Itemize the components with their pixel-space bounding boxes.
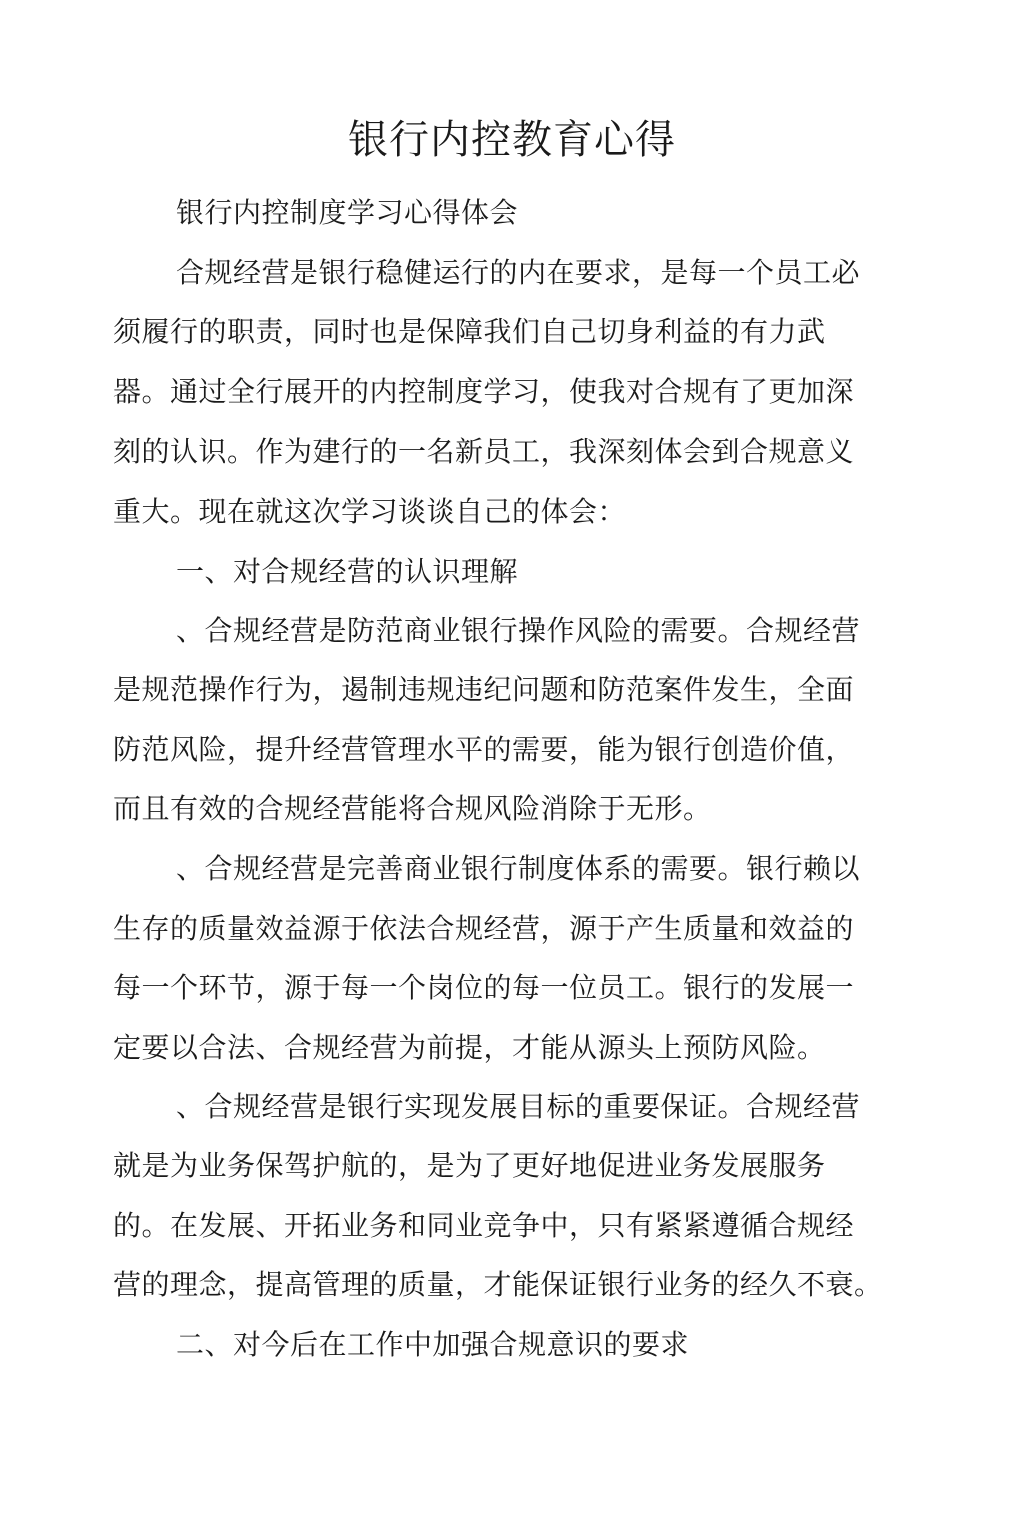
paragraph-line: 刻的认识。作为建行的一名新员工，我深刻体会到合规意义 bbox=[113, 435, 855, 468]
paragraph-line: 就是为业务保驾护航的，是为了更好地促进业务发展服务 bbox=[113, 1149, 826, 1182]
paragraph-line: 的。在发展、开拓业务和同业竞争中，只有紧紧遵循合规经 bbox=[113, 1209, 855, 1242]
paragraph-line: 是规范操作行为，遏制违规违纪问题和防范案件发生，全面 bbox=[113, 673, 855, 706]
paragraph-line: 防范风险，提升经营管理水平的需要，能为银行创造价值， bbox=[113, 733, 855, 766]
paragraph-line: 营的理念，提高管理的质量，才能保证银行业务的经久不衰。 bbox=[113, 1268, 883, 1301]
section-heading: 一、对合规经营的认识理解 bbox=[176, 555, 519, 588]
document-title: 银行内控教育心得 bbox=[348, 117, 676, 163]
paragraph-line: 每一个环节，源于每一个岗位的每一位员工。银行的发展一 bbox=[113, 971, 855, 1004]
paragraph-line: 合规经营是银行稳健运行的内在要求，是每一个员工必 bbox=[176, 256, 861, 289]
paragraph-line: 重大。现在就这次学习谈谈自己的体会： bbox=[113, 495, 627, 528]
paragraph-line: 须履行的职责，同时也是保障我们自己切身利益的有力武 bbox=[113, 315, 826, 348]
paragraph-line: 、合规经营是防范商业银行操作风险的需要。合规经营 bbox=[176, 614, 861, 647]
paragraph-line: 器。通过全行展开的内控制度学习，使我对合规有了更加深 bbox=[113, 375, 855, 408]
paragraph-line: 定要以合法、合规经营为前提，才能从源头上预防风险。 bbox=[113, 1031, 826, 1064]
section-heading: 二、对今后在工作中加强合规意识的要求 bbox=[176, 1328, 690, 1361]
paragraph-line: 生存的质量效益源于依法合规经营，源于产生质量和效益的 bbox=[113, 912, 855, 945]
paragraph-line: 而且有效的合规经营能将合规风险消除于无形。 bbox=[113, 792, 712, 825]
paragraph-line: 、合规经营是完善商业银行制度体系的需要。银行赖以 bbox=[176, 852, 861, 885]
subtitle-line: 银行内控制度学习心得体会 bbox=[176, 196, 519, 229]
paragraph-line: 、合规经营是银行实现发展目标的重要保证。合规经营 bbox=[176, 1090, 861, 1123]
